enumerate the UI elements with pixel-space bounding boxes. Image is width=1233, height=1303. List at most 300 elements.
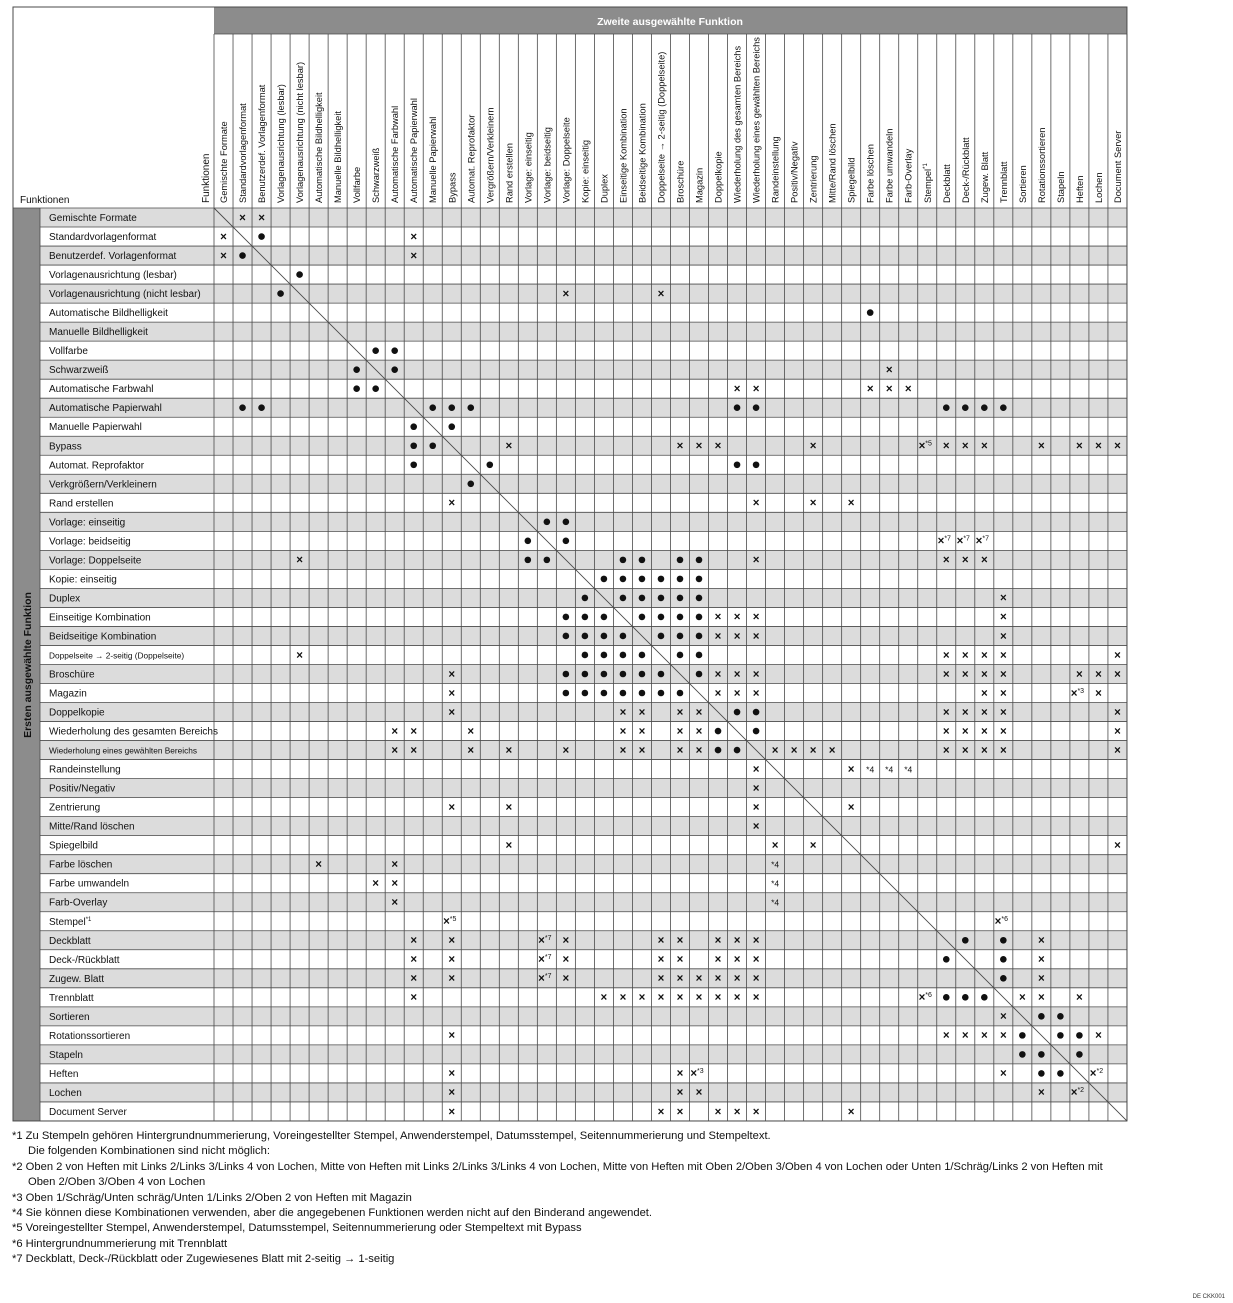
compatible-dot (353, 385, 360, 392)
footnote: *6 Hintergrundnummerierung mit Trennblatt (12, 1237, 228, 1250)
compatible-dot (448, 423, 455, 430)
incompatible-mark: × (961, 668, 969, 681)
incompatible-mark: × (752, 973, 760, 986)
compatible-dot (1000, 975, 1007, 982)
incompatible-mark: × (220, 231, 227, 244)
footnotes (12, 1129, 1212, 1268)
corner-vertical-label: Funktionen (201, 153, 212, 203)
compatible-dot (696, 595, 703, 602)
compatible-dot (1000, 956, 1007, 963)
shaded-row (40, 817, 1127, 836)
shaded-row (40, 779, 1127, 798)
compatible-dot (677, 652, 684, 659)
column-label: Stempel$^{*1}$ (922, 163, 933, 203)
incompatible-mark: × (904, 383, 912, 396)
top-header-title: Zweite ausgewählte Funktion (597, 16, 743, 28)
incompatible-mark: × (961, 440, 969, 453)
compatible-dot (677, 614, 684, 621)
corner-label: Funktionen (20, 195, 70, 206)
incompatible-mark: × (752, 383, 760, 396)
compatible-dot (753, 461, 760, 468)
incompatible-mark: × (638, 744, 646, 757)
incompatible-mark: × (1095, 440, 1102, 453)
row-label: Manuelle Bildhelligkeit (49, 327, 148, 339)
incompatible-mark: × (448, 497, 456, 510)
incompatible-mark: × (391, 744, 399, 757)
compatible-dot (639, 576, 646, 583)
incompatible-mark: × (1114, 668, 1121, 681)
column-label: Document Server (1112, 130, 1123, 203)
incompatible-mark: × (733, 935, 741, 948)
column-label: Mitte/Rand löschen (827, 123, 838, 203)
incompatible-mark: × (619, 744, 627, 757)
row-label: Verkgrößern/Verkleinern (49, 479, 157, 491)
incompatible-mark: × (885, 364, 893, 377)
column-label: Vollfarbe (352, 166, 363, 203)
incompatible-note-mark: ×$^{*5}$ (443, 916, 457, 929)
incompatible-mark: × (999, 1011, 1007, 1024)
compatible-dot (943, 404, 950, 411)
row-label: Rotationssortieren (49, 1030, 131, 1042)
compatible-dot (467, 404, 474, 411)
column-label: Spiegelbild (846, 157, 857, 203)
incompatible-mark: × (448, 935, 456, 948)
compatible-dot (582, 652, 589, 659)
row-label: Beidseitige Kombination (49, 631, 157, 643)
incompatible-mark: × (885, 383, 893, 396)
incompatible-mark: × (733, 687, 741, 700)
incompatible-mark: × (657, 288, 665, 301)
incompatible-mark: × (1114, 649, 1121, 662)
incompatible-note-mark: ×$^{*6}$ (994, 916, 1009, 929)
incompatible-mark: × (695, 992, 703, 1005)
incompatible-mark: × (239, 212, 246, 225)
compatible-dot (410, 423, 417, 430)
incompatible-note-mark: ×$^{*7}$ (975, 535, 989, 548)
incompatible-mark: × (505, 839, 513, 852)
incompatible-mark: × (733, 630, 741, 643)
incompatible-mark: × (999, 1068, 1007, 1081)
column-label: Farbe löschen (865, 144, 876, 203)
incompatible-mark: × (638, 725, 646, 738)
incompatible-mark: × (676, 706, 684, 719)
incompatible-mark: × (1114, 706, 1121, 719)
compatible-dot (620, 633, 627, 640)
incompatible-mark: × (676, 725, 684, 738)
incompatible-mark: × (448, 801, 456, 814)
compatible-dot (620, 671, 627, 678)
footnote: *5 Voreingestellter Stempel, Anwenderstempel, Datumsstempel, Seitennummerierung oder Stempeltext mit Bypass (12, 1222, 582, 1235)
compatible-dot (715, 747, 722, 754)
incompatible-mark: × (752, 497, 760, 510)
row-label: Zugew. Blatt (49, 973, 105, 985)
row-label: Vorlagenausrichtung (lesbar) (49, 270, 177, 282)
row-label: Kopie: einseitig (49, 574, 117, 586)
incompatible-mark: × (1038, 973, 1045, 986)
column-label: Deckblatt (941, 164, 952, 203)
incompatible-mark: × (714, 611, 722, 624)
incompatible-mark: × (714, 992, 722, 1005)
incompatible-mark: × (315, 858, 322, 871)
row-label: Vorlage: beidseitig (49, 536, 131, 548)
compatible-dot (582, 595, 589, 602)
column-label: Trennblatt (998, 161, 1009, 203)
incompatible-mark: × (999, 1030, 1007, 1043)
row-label: Benutzerdef. Vorlagenformat (49, 251, 177, 263)
incompatible-mark: × (676, 954, 684, 967)
compatible-dot (258, 404, 265, 411)
incompatible-mark: × (828, 744, 836, 757)
incompatible-mark: × (695, 440, 703, 453)
incompatible-mark: × (733, 954, 741, 967)
shaded-row (40, 284, 1127, 303)
compatible-dot (601, 652, 608, 659)
incompatible-mark: × (695, 744, 703, 757)
incompatible-mark: × (1095, 1030, 1102, 1043)
compatible-dot (1038, 1070, 1045, 1077)
incompatible-mark: × (999, 630, 1007, 643)
column-label: Zugew. Blatt (979, 151, 990, 203)
row-label: Document Server (49, 1106, 127, 1118)
incompatible-mark: × (752, 763, 760, 776)
compatible-dot (734, 404, 741, 411)
incompatible-mark: × (676, 935, 684, 948)
incompatible-mark: × (676, 1087, 684, 1100)
column-label: Rand erstellen (504, 143, 515, 203)
incompatible-mark: × (1095, 687, 1102, 700)
incompatible-mark: × (942, 554, 950, 567)
compatible-dot (639, 690, 646, 697)
note-mark: *4 (771, 859, 780, 870)
incompatible-mark: × (410, 992, 418, 1005)
incompatible-mark: × (638, 992, 646, 1005)
incompatible-mark: × (695, 725, 703, 738)
compatible-dot (658, 633, 665, 640)
column-label: Manuelle Papierwahl (428, 116, 439, 203)
column-label: Automat. Reprofaktor (466, 114, 477, 203)
row-label: Vorlage: einseitig (49, 517, 126, 529)
compatible-dot (696, 671, 703, 678)
incompatible-mark: × (448, 1030, 456, 1043)
column-label: Wiederholung eines gewählten Bereichs (751, 37, 762, 203)
incompatible-note-mark: ×$^{*2}$ (1070, 1087, 1085, 1100)
compatible-dot (1076, 1032, 1083, 1039)
row-label: Automatische Papierwahl (49, 403, 162, 415)
compatible-dot (429, 442, 436, 449)
incompatible-mark: × (809, 839, 817, 852)
compatible-dot (277, 290, 284, 297)
compatible-dot (1000, 937, 1007, 944)
row-label: Deckblatt (49, 935, 91, 947)
incompatible-mark: × (676, 744, 684, 757)
incompatible-mark: × (600, 992, 608, 1005)
shaded-row (40, 360, 1127, 379)
row-label: Mitte/Rand löschen (49, 821, 135, 833)
incompatible-mark: × (372, 878, 380, 891)
column-label: Vorlage: Doppelseite (561, 117, 572, 203)
row-label: Positiv/Negativ (49, 783, 116, 795)
incompatible-mark: × (296, 649, 303, 662)
incompatible-mark: × (448, 973, 456, 986)
incompatible-mark: × (657, 954, 665, 967)
shaded-row (40, 969, 1127, 988)
incompatible-mark: × (448, 1106, 456, 1119)
compatible-dot (696, 633, 703, 640)
document-code: DE CKK001 (1192, 1294, 1225, 1300)
column-label: Doppelseite → 2-seitig (Doppelseite) (656, 51, 667, 203)
incompatible-mark: × (942, 440, 950, 453)
incompatible-mark: × (562, 288, 570, 301)
compatible-dot (582, 633, 589, 640)
incompatible-mark: × (1076, 668, 1083, 681)
incompatible-mark: × (999, 592, 1007, 605)
incompatible-mark: × (695, 973, 703, 986)
compatible-dot (544, 557, 551, 564)
row-label: Vorlage: Doppelseite (49, 555, 142, 567)
incompatible-mark: × (980, 1030, 988, 1043)
left-header-title: Ersten ausgewählte Funktion (22, 592, 34, 738)
incompatible-mark: × (942, 725, 950, 738)
compatible-dot (962, 994, 969, 1001)
compatible-dot (620, 652, 627, 659)
incompatible-mark: × (752, 782, 760, 795)
incompatible-mark: × (562, 954, 570, 967)
row-label: Sortieren (49, 1011, 90, 1023)
incompatible-mark: × (752, 630, 760, 643)
incompatible-mark: × (467, 725, 475, 738)
compatible-dot (1057, 1013, 1064, 1020)
compatible-dot (677, 576, 684, 583)
incompatible-mark: × (695, 706, 703, 719)
incompatible-mark: × (676, 1106, 684, 1119)
compatible-dot (391, 366, 398, 373)
incompatible-mark: × (1114, 725, 1121, 738)
incompatible-mark: × (999, 611, 1007, 624)
compatible-dot (1038, 1051, 1045, 1058)
compatible-dot (258, 233, 265, 240)
incompatible-mark: × (752, 687, 760, 700)
column-label: Rotationssortieren (1036, 127, 1047, 203)
incompatible-mark: × (505, 440, 513, 453)
compatible-dot (639, 595, 646, 602)
incompatible-mark: × (391, 725, 399, 738)
incompatible-mark: × (752, 611, 760, 624)
column-label: Randeinstellung (770, 136, 781, 203)
incompatible-mark: × (961, 649, 969, 662)
row-label: Gemischte Formate (49, 213, 137, 225)
row-label: Farbe umwandeln (49, 878, 130, 890)
incompatible-mark: × (638, 706, 646, 719)
incompatible-note-mark: ×$^{*7}$ (538, 954, 552, 967)
compatible-dot (601, 671, 608, 678)
incompatible-mark: × (410, 744, 418, 757)
incompatible-mark: × (714, 668, 722, 681)
shaded-row (40, 246, 1127, 265)
incompatible-mark: × (999, 668, 1007, 681)
incompatible-mark: × (980, 706, 988, 719)
column-label: Farbe umwandeln (884, 128, 895, 203)
shaded-row (40, 1083, 1127, 1102)
column-label: Einseitige Kombination (618, 108, 629, 203)
incompatible-mark: × (1038, 440, 1045, 453)
row-label: Bypass (49, 441, 82, 453)
compatible-dot (563, 690, 570, 697)
incompatible-mark: × (714, 935, 722, 948)
incompatible-mark: × (619, 992, 627, 1005)
shaded-row (40, 855, 1127, 874)
incompatible-note-mark: ×$^{*7}$ (538, 935, 552, 948)
footnote-continuation: Oben 2/Oben 3/Oben 4 von Lochen (28, 1176, 206, 1189)
compatible-dot (734, 747, 741, 754)
incompatible-mark: × (410, 935, 418, 948)
incompatible-mark: × (1114, 744, 1121, 757)
incompatible-mark: × (714, 973, 722, 986)
compatible-dot (620, 576, 627, 583)
incompatible-mark: × (771, 744, 779, 757)
row-label: Manuelle Papierwahl (49, 422, 142, 434)
compatible-dot (943, 994, 950, 1001)
incompatible-mark: × (258, 212, 265, 225)
compatible-dot (962, 404, 969, 411)
incompatible-mark: × (752, 954, 760, 967)
row-label: Einseitige Kombination (49, 612, 151, 624)
incompatible-mark: × (714, 954, 722, 967)
row-label: Wiederholung eines gewählten Bereichs (49, 745, 198, 756)
compatible-dot (467, 480, 474, 487)
compatible-dot (601, 576, 608, 583)
column-label: Doppelkopie (713, 151, 724, 203)
compatible-dot (639, 614, 646, 621)
incompatible-mark: × (733, 973, 741, 986)
column-label: Kopie: einseitig (580, 139, 591, 203)
compatible-dot (1076, 1051, 1083, 1058)
incompatible-mark: × (999, 687, 1007, 700)
incompatible-mark: × (714, 630, 722, 643)
incompatible-mark: × (220, 250, 227, 263)
row-label: Zentrierung (49, 802, 101, 814)
row-label: Vorlagenausrichtung (nicht lesbar) (49, 289, 201, 301)
incompatible-mark: × (942, 706, 950, 719)
row-label: Randeinstellung (49, 764, 121, 776)
incompatible-mark: × (733, 1106, 741, 1119)
incompatible-mark: × (1114, 440, 1121, 453)
incompatible-mark: × (448, 954, 456, 967)
column-label: Deck-/Rückblatt (960, 137, 971, 203)
column-label: Vergrößern/Verkleinern (485, 107, 496, 203)
incompatible-mark: × (676, 440, 684, 453)
row-label: Rand erstellen (49, 498, 114, 510)
compatible-dot (696, 652, 703, 659)
row-label: Trennblatt (49, 992, 94, 1004)
incompatible-mark: × (999, 725, 1007, 738)
note-mark: *4 (866, 764, 875, 775)
compatible-dot (658, 614, 665, 621)
incompatible-mark: × (752, 1106, 760, 1119)
compatible-dot (1019, 1051, 1026, 1058)
incompatible-mark: × (448, 706, 456, 719)
compatible-dot (486, 461, 493, 468)
compatible-dot (696, 576, 703, 583)
incompatible-mark: × (410, 954, 418, 967)
incompatible-mark: × (961, 725, 969, 738)
incompatible-mark: × (999, 744, 1007, 757)
column-label: Magazin (694, 167, 705, 203)
column-label: Farb-Overlay (903, 148, 914, 203)
incompatible-mark: × (961, 554, 969, 567)
incompatible-mark: × (980, 554, 988, 567)
incompatible-note-mark: ×$^{*5}$ (918, 440, 932, 453)
column-label: Broschüre (675, 160, 686, 203)
incompatible-mark: × (752, 801, 760, 814)
compatible-dot (1057, 1070, 1064, 1077)
row-label: Standardvorlagenformat (49, 232, 157, 244)
column-label: Beidseitige Kombination (637, 103, 648, 203)
incompatible-note-mark: ×$^{*6}$ (918, 992, 932, 1005)
compatible-dot (620, 595, 627, 602)
compatible-dot (563, 614, 570, 621)
compatible-dot (658, 595, 665, 602)
incompatible-mark: × (410, 231, 418, 244)
incompatible-mark: × (657, 935, 665, 948)
incompatible-mark: × (980, 744, 988, 757)
column-label: Automatische Bildhelligkeit (314, 92, 325, 203)
compatible-dot (353, 366, 360, 373)
incompatible-mark: × (619, 725, 627, 738)
incompatible-mark: × (410, 250, 418, 263)
footnote: *1 Zu Stempeln gehören Hintergrundnummerierung, Voreingestellter Stempel, Anwenderstempel, Datumsstempel, Seitennummerierung und Stempeltext. (12, 1130, 771, 1142)
column-label: Schwarzweiß (371, 147, 382, 203)
compatible-dot (1057, 1032, 1064, 1039)
compatible-dot (734, 709, 741, 716)
incompatible-mark: × (809, 744, 817, 757)
compatible-dot (448, 404, 455, 411)
note-mark: *4 (771, 878, 780, 889)
incompatible-mark: × (961, 706, 969, 719)
incompatible-mark: × (733, 992, 741, 1005)
row-label: Spiegelbild (49, 840, 98, 852)
column-label: Stapeln (1055, 171, 1066, 203)
incompatible-mark: × (1076, 440, 1083, 453)
incompatible-mark: × (1095, 668, 1102, 681)
incompatible-mark: × (296, 554, 303, 567)
incompatible-mark: × (1076, 992, 1083, 1005)
incompatible-mark: × (1018, 992, 1026, 1005)
compatible-dot (582, 690, 589, 697)
incompatible-note-mark: ×$^{*3}$ (690, 1068, 704, 1081)
shaded-row (40, 208, 1127, 227)
column-label: Duplex (599, 174, 610, 203)
incompatible-mark: × (448, 1087, 456, 1100)
compatible-dot (639, 671, 646, 678)
incompatible-mark: × (752, 554, 760, 567)
compatible-dot (677, 690, 684, 697)
incompatible-mark: × (980, 725, 988, 738)
row-label: Schwarzweiß (49, 365, 109, 377)
compatible-dot (601, 690, 608, 697)
incompatible-mark: × (866, 383, 874, 396)
incompatible-mark: × (980, 687, 988, 700)
column-label: Standardvorlagenformat (238, 103, 249, 203)
incompatible-mark: × (1038, 954, 1045, 967)
column-label: Zentrierung (808, 155, 819, 203)
incompatible-mark: × (942, 1030, 950, 1043)
column-label: Vorlagenausrichtung (lesbar) (276, 84, 287, 203)
shaded-row (40, 1007, 1127, 1026)
compatible-dot (601, 614, 608, 621)
compatible-dot (410, 461, 417, 468)
note-mark: *4 (771, 897, 780, 908)
compatible-dot (582, 614, 589, 621)
